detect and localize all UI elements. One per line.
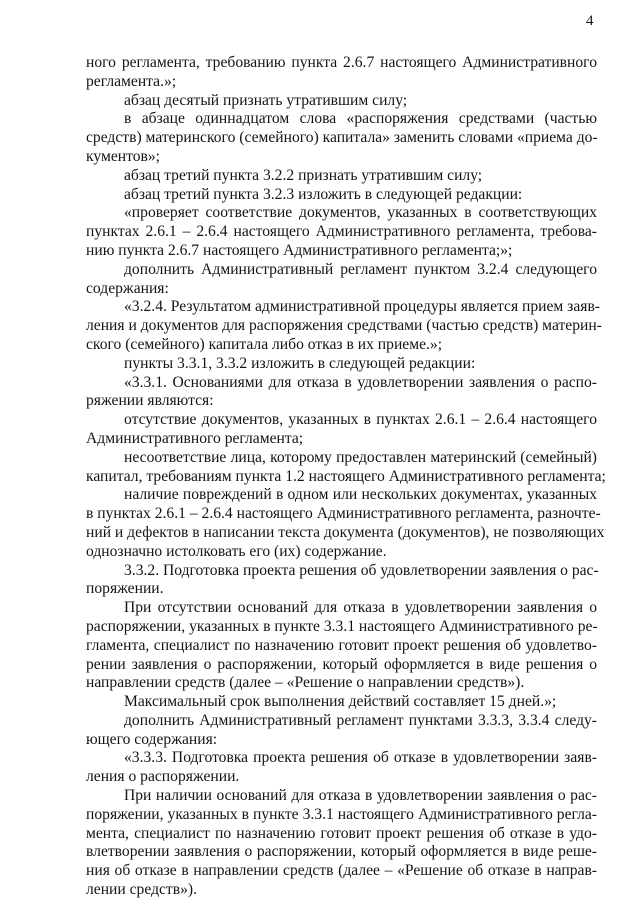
text-line: капитал, требованиям пункта 1.2 настоящего Административного регламента;: [86, 467, 606, 485]
paragraph: [86, 167, 597, 186]
paragraph: [86, 92, 597, 111]
text-line: ского (семейного) капитала либо отказ в их приеме.»;: [86, 335, 443, 353]
paragraph: [86, 54, 597, 92]
paragraph: [86, 448, 606, 487]
text-line: пункты 3.3.1, 3.3.2 изложить в следующей редакции:: [124, 354, 476, 372]
paragraph: [86, 787, 597, 900]
text-line: 3.3.2. Подготовка проекта решения об удовлетворении заявления о рас-: [124, 561, 599, 579]
text-line: в пунктах 2.6.1 – 2.6.4 настоящего Административного регламента, разночте-: [86, 505, 601, 523]
page-number: 4: [586, 13, 594, 29]
document-body: [86, 54, 606, 900]
text-line: пунктах 2.6.1 – 2.6.4 настоящего Административного регламента, требова-: [86, 223, 597, 241]
text-line: «3.3.1. Основаниями для отказа в удовлетворении заявления о распо-: [124, 373, 597, 391]
paragraph: [86, 411, 597, 449]
text-line: распоряжении, указанных в пункте 3.3.1 настоящего Административного ре-: [86, 617, 598, 635]
paragraph: [86, 355, 597, 374]
text-line: лении средств»).: [86, 881, 197, 899]
paragraph: [86, 261, 597, 299]
paragraph: [86, 298, 602, 354]
paragraph: [86, 486, 605, 561]
text-line: рении заявления о распоряжении, который оформляется в виде решения о: [86, 655, 597, 673]
text-line: ния об отказе в направлении средств (далее – «Решение об отказе в направ-: [86, 862, 597, 880]
text-line: абзац третий пункта 3.2.3 изложить в следующей редакции:: [124, 185, 523, 203]
paragraph: [86, 693, 597, 712]
text-line: дополнить Административный регламент пунктами 3.3.3, 3.3.4 следу-: [124, 711, 597, 729]
text-line: отсутствие документов, указанных в пунктах 2.6.1 – 2.6.4 настоящего: [124, 411, 597, 429]
paragraph: [86, 186, 597, 205]
paragraph: [86, 712, 597, 750]
text-line: нию пункта 2.6.7 настоящего Административного регламента;»;: [86, 241, 513, 259]
text-line: абзац третий пункта 3.2.2 признать утратившим силу;: [124, 166, 483, 184]
text-line: мента, специалист по назначению готовит проект решения об отказе в удо-: [86, 824, 597, 842]
paragraph: [86, 749, 597, 787]
text-line: гламента, специалист по назначению готовит проект решения об удовлетво-: [86, 636, 597, 654]
text-line: При отсутствии оснований для отказа в удовлетворении заявления о: [124, 599, 597, 617]
text-line: направлении средств (далее – «Решение о направлении средств»).: [86, 674, 525, 692]
text-line: дополнить Административный регламент пунктом 3.2.4 следующего: [124, 260, 597, 278]
text-line: в абзаце одиннадцатом слова «распоряжения средствами (частью: [124, 110, 597, 128]
text-line: Максимальный срок выполнения действий составляет 15 дней.»;: [124, 693, 557, 711]
text-line: «3.3.3. Подготовка проекта решения об отказе в удовлетворении заяв-: [124, 749, 597, 767]
text-line: ний и дефектов в написании текста документа (документов), не позволяющих: [86, 523, 605, 541]
text-line: регламента.»;: [86, 72, 177, 90]
paragraph: [86, 110, 597, 166]
text-line: абзац десятый признать утратившим силу;: [124, 91, 408, 109]
text-line: несоответствие лица, которому предоставлен материнский (семейный): [124, 448, 597, 466]
text-line: ления о распоряжении.: [86, 768, 240, 786]
text-line: ряжении являются:: [86, 392, 214, 410]
text-line: «проверяет соответствие документов, указанных в соответствующих: [124, 204, 597, 222]
text-line: кументов»;: [86, 147, 160, 165]
text-line: однозначно истолковать его (их) содержание.: [86, 542, 387, 560]
text-line: наличие повреждений в одном или нескольких документах, указанных: [124, 486, 597, 504]
text-line: ления и документов для распоряжения средствами (частью средств) материн-: [86, 317, 602, 335]
text-line: средств) материнского (семейного) капитала» заменить словами «приема до-: [86, 129, 598, 147]
text-line: «3.2.4. Результатом административной процедуры является прием заяв-: [124, 298, 600, 316]
paragraph: [86, 562, 597, 600]
text-line: ющего содержания:: [86, 730, 218, 748]
text-line: влетворении заявления о распоряжении, который оформляется в виде реше-: [86, 843, 597, 861]
text-line: содержания:: [86, 279, 169, 297]
paragraph: [86, 204, 597, 260]
text-line: Административного регламента;: [86, 429, 304, 447]
text-line: ного регламента, требованию пункта 2.6.7 настоящего Административного: [86, 54, 597, 71]
text-line: поряжении.: [86, 580, 164, 598]
paragraph: [86, 599, 597, 693]
text-line: При наличии оснований для отказа в удовлетворении заявления о рас-: [124, 787, 597, 805]
text-line: поряжении, указанных в пункте 3.3.1 настоящего Административного регла-: [86, 805, 597, 823]
paragraph: [86, 374, 597, 412]
